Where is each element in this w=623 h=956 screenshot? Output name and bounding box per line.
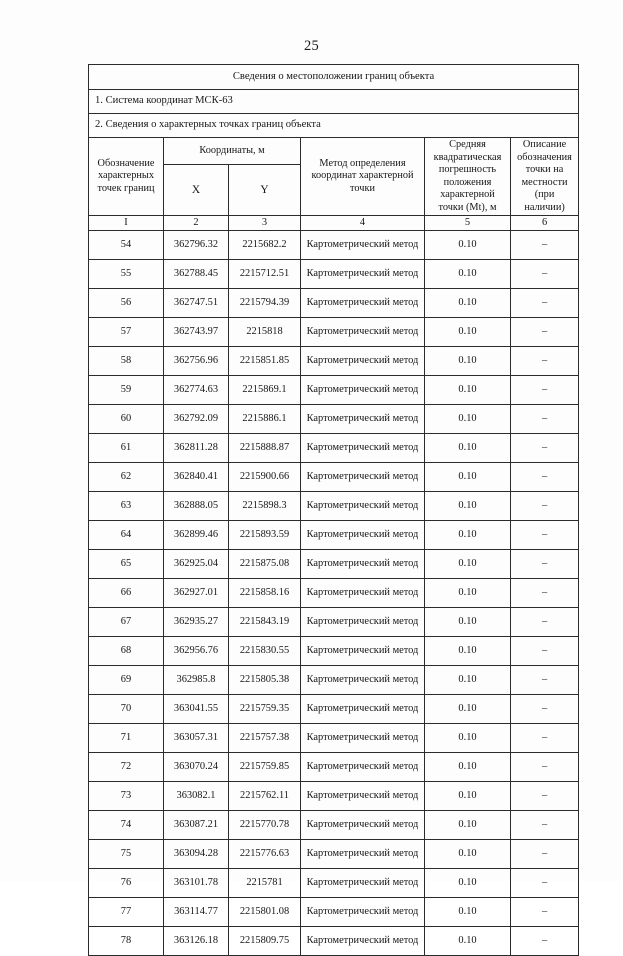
header-determination-method: Метод определения координат характерной точки (301, 138, 425, 216)
table-row (89, 840, 579, 869)
cell-coordinate-y: 2215801.08 (229, 898, 301, 927)
cell-description: – (511, 318, 579, 347)
cell-description: – (511, 463, 579, 492)
cell-method: Картометрический метод (301, 811, 425, 840)
cell-method: Картометрический метод (301, 637, 425, 666)
cell-rmse: 0.10 (425, 608, 511, 637)
cell-description: – (511, 405, 579, 434)
table-row (89, 869, 579, 898)
cell-method: Картометрический метод (301, 666, 425, 695)
cell-coordinate-x: 362985.8 (164, 666, 229, 695)
table-row (89, 521, 579, 550)
cell-rmse: 0.10 (425, 898, 511, 927)
cell-coordinate-x: 362927.01 (164, 579, 229, 608)
table-row (89, 927, 579, 956)
cell-coordinate-y: 2215757.38 (229, 724, 301, 753)
section-row-coordinate-system (89, 90, 579, 114)
table-row (89, 376, 579, 405)
cell-coordinate-y: 2215682.2 (229, 231, 301, 260)
cell-point-number: 69 (89, 666, 164, 695)
cell-point-number: 54 (89, 231, 164, 260)
cell-method: Картометрический метод (301, 405, 425, 434)
cell-description: – (511, 521, 579, 550)
cell-description: – (511, 289, 579, 318)
column-number-2: 2 (164, 216, 229, 231)
cell-coordinate-y: 2215776.63 (229, 840, 301, 869)
cell-rmse: 0.10 (425, 695, 511, 724)
table-row (89, 753, 579, 782)
cell-rmse: 0.10 (425, 347, 511, 376)
cell-coordinate-x: 363087.21 (164, 811, 229, 840)
cell-point-number: 61 (89, 434, 164, 463)
cell-rmse: 0.10 (425, 434, 511, 463)
cell-description: – (511, 724, 579, 753)
cell-rmse: 0.10 (425, 724, 511, 753)
cell-coordinate-x: 363114.77 (164, 898, 229, 927)
cell-point-number: 78 (89, 927, 164, 956)
cell-coordinate-y: 2215886.1 (229, 405, 301, 434)
table-row (89, 637, 579, 666)
cell-coordinate-y: 2215770.78 (229, 811, 301, 840)
cell-rmse: 0.10 (425, 405, 511, 434)
page-number: 25 (303, 38, 320, 54)
cell-coordinate-x: 362925.04 (164, 550, 229, 579)
cell-rmse: 0.10 (425, 550, 511, 579)
cell-description: – (511, 608, 579, 637)
cell-method: Картометрический метод (301, 927, 425, 956)
cell-description: – (511, 927, 579, 956)
cell-rmse: 0.10 (425, 579, 511, 608)
cell-method: Картометрический метод (301, 231, 425, 260)
cell-rmse: 0.10 (425, 869, 511, 898)
table-row (89, 231, 579, 260)
cell-description: – (511, 376, 579, 405)
table-body (89, 65, 579, 956)
cell-coordinate-y: 2215851.85 (229, 347, 301, 376)
cell-method: Картометрический метод (301, 434, 425, 463)
cell-coordinate-x: 362840.41 (164, 463, 229, 492)
header-x: X (164, 165, 229, 216)
cell-method: Картометрический метод (301, 521, 425, 550)
cell-description: – (511, 492, 579, 521)
table-row (89, 463, 579, 492)
column-number-6: 6 (511, 216, 579, 231)
cell-description: – (511, 869, 579, 898)
cell-rmse: 0.10 (425, 463, 511, 492)
cell-method: Картометрический метод (301, 782, 425, 811)
cell-rmse: 0.10 (425, 927, 511, 956)
cell-method: Картометрический метод (301, 318, 425, 347)
cell-method: Картометрический метод (301, 840, 425, 869)
header-rmse: Средняя квадратическая погрешность положения характерной точки (Mt), м (425, 138, 511, 216)
column-number-5: 5 (425, 216, 511, 231)
cell-coordinate-x: 363082.1 (164, 782, 229, 811)
table-row (89, 405, 579, 434)
cell-rmse: 0.10 (425, 637, 511, 666)
cell-coordinate-x: 362743.97 (164, 318, 229, 347)
cell-point-number: 75 (89, 840, 164, 869)
table-title: Сведения о местоположении границ объекта (89, 65, 579, 90)
cell-description: – (511, 782, 579, 811)
cell-rmse: 0.10 (425, 840, 511, 869)
cell-coordinate-x: 363041.55 (164, 695, 229, 724)
cell-coordinate-x: 362756.96 (164, 347, 229, 376)
points-info-label: 2. Сведения о характерных точках границ объекта (89, 114, 579, 138)
cell-coordinate-x: 362747.51 (164, 289, 229, 318)
table-row (89, 318, 579, 347)
column-number-4: 4 (301, 216, 425, 231)
cell-point-number: 60 (89, 405, 164, 434)
column-number-1: I (89, 216, 164, 231)
cell-method: Картометрический метод (301, 898, 425, 927)
cell-rmse: 0.10 (425, 492, 511, 521)
cell-description: – (511, 550, 579, 579)
header-coordinates-group: Координаты, м (164, 138, 301, 165)
cell-point-number: 72 (89, 753, 164, 782)
cell-coordinate-y: 2215759.85 (229, 753, 301, 782)
cell-coordinate-x: 362899.46 (164, 521, 229, 550)
header-point-designation: Обозначение характерных точек границ (89, 138, 164, 216)
cell-description: – (511, 260, 579, 289)
cell-point-number: 56 (89, 289, 164, 318)
cell-point-number: 74 (89, 811, 164, 840)
cell-point-number: 64 (89, 521, 164, 550)
table-row (89, 492, 579, 521)
table-row (89, 898, 579, 927)
column-number-row (89, 216, 579, 231)
cell-coordinate-x: 362788.45 (164, 260, 229, 289)
cell-point-number: 57 (89, 318, 164, 347)
cell-description: – (511, 347, 579, 376)
table-row (89, 724, 579, 753)
table-row (89, 608, 579, 637)
cell-coordinate-x: 362796.32 (164, 231, 229, 260)
table-row (89, 579, 579, 608)
cell-coordinate-y: 2215712.51 (229, 260, 301, 289)
cell-description: – (511, 434, 579, 463)
table-row (89, 289, 579, 318)
cell-description: – (511, 753, 579, 782)
cell-coordinate-y: 2215900.66 (229, 463, 301, 492)
cell-point-number: 73 (89, 782, 164, 811)
cell-rmse: 0.10 (425, 318, 511, 347)
cell-rmse: 0.10 (425, 260, 511, 289)
cell-method: Картометрический метод (301, 289, 425, 318)
cell-coordinate-x: 362888.05 (164, 492, 229, 521)
cell-coordinate-y: 2215818 (229, 318, 301, 347)
cell-coordinate-y: 2215898.3 (229, 492, 301, 521)
cell-point-number: 68 (89, 637, 164, 666)
boundary-points-table (88, 64, 579, 956)
cell-point-number: 67 (89, 608, 164, 637)
cell-method: Картометрический метод (301, 492, 425, 521)
cell-coordinate-y: 2215888.87 (229, 434, 301, 463)
cell-description: – (511, 695, 579, 724)
cell-coordinate-x: 363057.31 (164, 724, 229, 753)
cell-coordinate-y: 2215809.75 (229, 927, 301, 956)
cell-coordinate-x: 363070.24 (164, 753, 229, 782)
cell-method: Картометрический метод (301, 347, 425, 376)
cell-coordinate-x: 362935.27 (164, 608, 229, 637)
header-description: Описание обозначения точки на местности (при наличии) (511, 138, 579, 216)
cell-method: Картометрический метод (301, 753, 425, 782)
cell-coordinate-x: 363101.78 (164, 869, 229, 898)
table-row (89, 666, 579, 695)
table-row (89, 260, 579, 289)
cell-description: – (511, 637, 579, 666)
cell-description: – (511, 898, 579, 927)
cell-rmse: 0.10 (425, 811, 511, 840)
cell-point-number: 71 (89, 724, 164, 753)
cell-coordinate-x: 362792.09 (164, 405, 229, 434)
cell-method: Картометрический метод (301, 869, 425, 898)
table-row (89, 811, 579, 840)
cell-method: Картометрический метод (301, 724, 425, 753)
cell-method: Картометрический метод (301, 260, 425, 289)
cell-point-number: 65 (89, 550, 164, 579)
cell-coordinate-x: 362956.76 (164, 637, 229, 666)
cell-coordinate-y: 2215805.38 (229, 666, 301, 695)
header-row-primary (89, 138, 579, 165)
cell-point-number: 55 (89, 260, 164, 289)
cell-coordinate-x: 363094.28 (164, 840, 229, 869)
cell-coordinate-y: 2215843.19 (229, 608, 301, 637)
cell-point-number: 63 (89, 492, 164, 521)
cell-rmse: 0.10 (425, 376, 511, 405)
table-row (89, 347, 579, 376)
cell-coordinate-y: 2215794.39 (229, 289, 301, 318)
cell-point-number: 59 (89, 376, 164, 405)
cell-coordinate-x: 362811.28 (164, 434, 229, 463)
cell-coordinate-y: 2215858.16 (229, 579, 301, 608)
table-row (89, 550, 579, 579)
cell-coordinate-y: 2215781 (229, 869, 301, 898)
cell-method: Картометрический метод (301, 550, 425, 579)
cell-rmse: 0.10 (425, 289, 511, 318)
cell-point-number: 70 (89, 695, 164, 724)
cell-coordinate-y: 2215759.35 (229, 695, 301, 724)
cell-method: Картометрический метод (301, 463, 425, 492)
section-row-points-info (89, 114, 579, 138)
column-number-3: 3 (229, 216, 301, 231)
cell-description: – (511, 811, 579, 840)
cell-description: – (511, 840, 579, 869)
cell-rmse: 0.10 (425, 666, 511, 695)
cell-method: Картометрический метод (301, 695, 425, 724)
coordinate-system-label: 1. Система координат МСК-63 (89, 90, 579, 114)
cell-coordinate-x: 363126.18 (164, 927, 229, 956)
cell-coordinate-y: 2215875.08 (229, 550, 301, 579)
cell-description: – (511, 666, 579, 695)
cell-description: – (511, 579, 579, 608)
cell-point-number: 77 (89, 898, 164, 927)
cell-coordinate-y: 2215869.1 (229, 376, 301, 405)
cell-method: Картометрический метод (301, 608, 425, 637)
cell-point-number: 62 (89, 463, 164, 492)
cell-rmse: 0.10 (425, 521, 511, 550)
cell-coordinate-y: 2215893.59 (229, 521, 301, 550)
cell-method: Картометрический метод (301, 579, 425, 608)
cell-rmse: 0.10 (425, 753, 511, 782)
table-row (89, 695, 579, 724)
cell-coordinate-x: 362774.63 (164, 376, 229, 405)
cell-rmse: 0.10 (425, 231, 511, 260)
cell-description: – (511, 231, 579, 260)
table-row (89, 434, 579, 463)
cell-point-number: 66 (89, 579, 164, 608)
cell-method: Картометрический метод (301, 376, 425, 405)
table-row (89, 782, 579, 811)
cell-point-number: 76 (89, 869, 164, 898)
cell-point-number: 58 (89, 347, 164, 376)
header-y: Y (229, 165, 301, 216)
table-banner-row (89, 65, 579, 90)
cell-coordinate-y: 2215830.55 (229, 637, 301, 666)
cell-rmse: 0.10 (425, 782, 511, 811)
cell-coordinate-y: 2215762.11 (229, 782, 301, 811)
